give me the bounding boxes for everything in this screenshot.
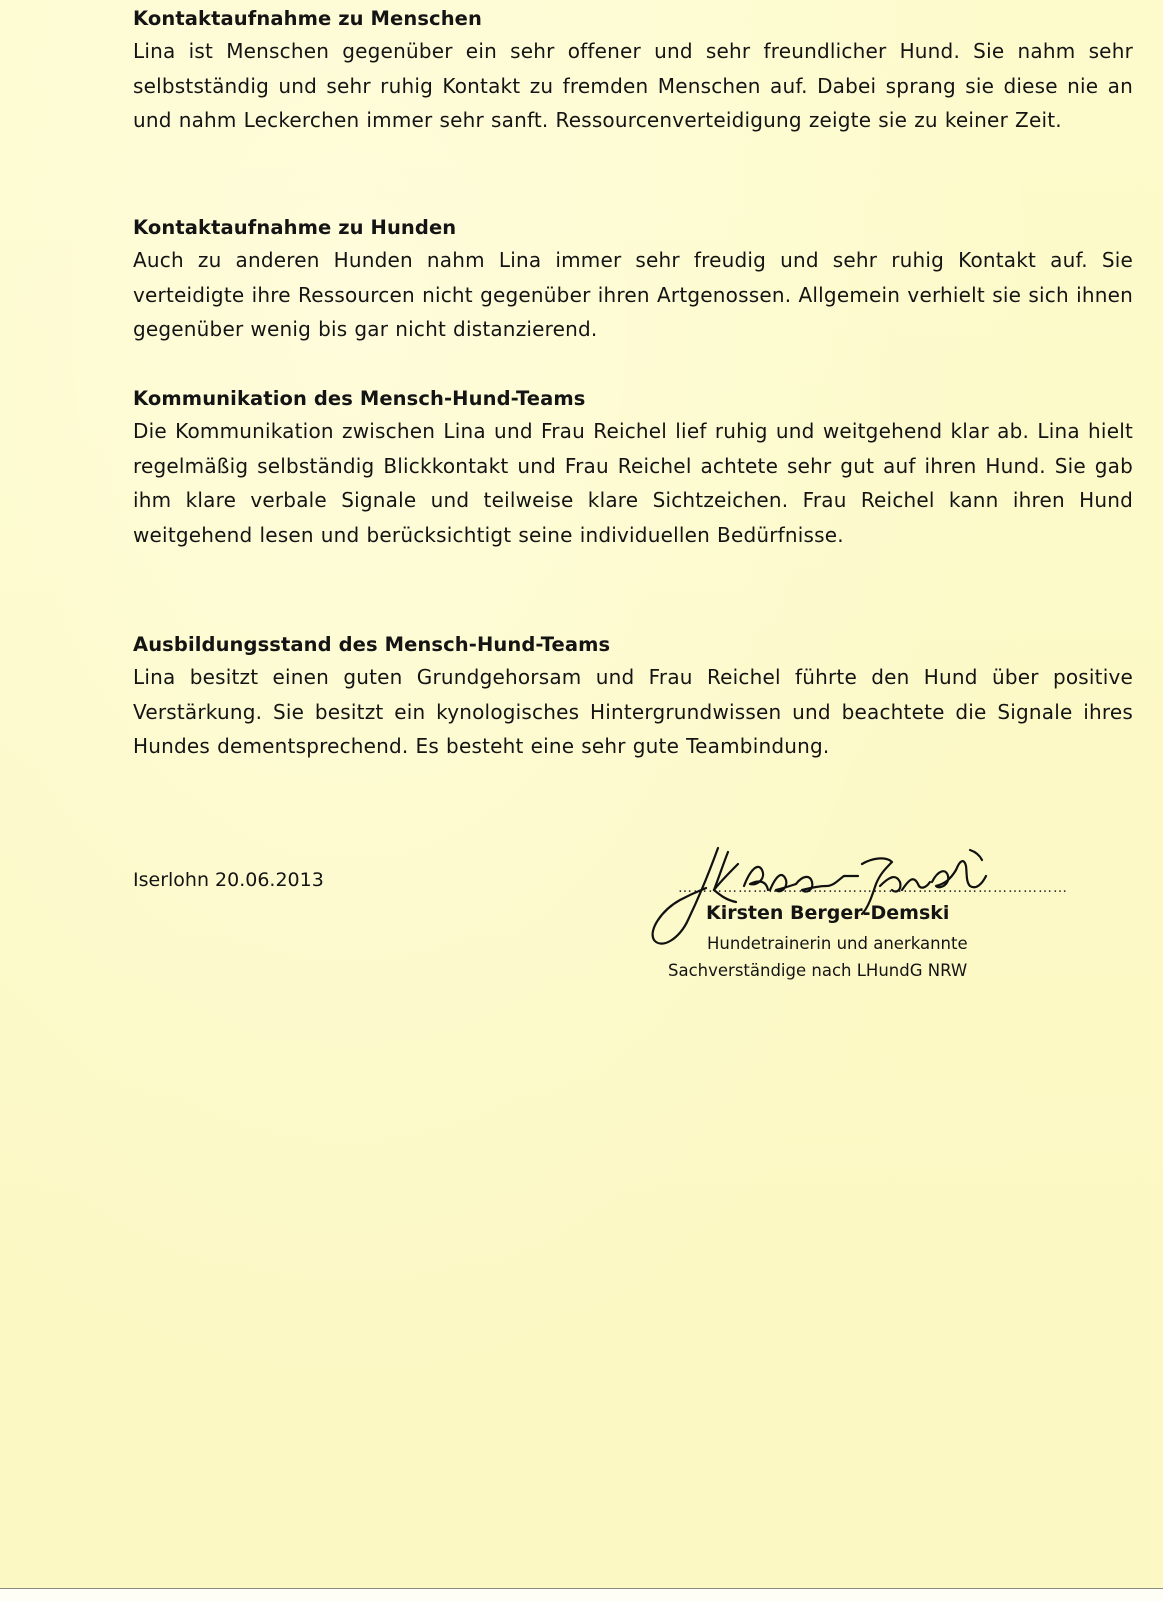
section-contact-dogs — [133, 213, 1133, 347]
section-body: Lina besitzt einen guten Grundgehorsam und Frau Reichel führte den Hund über positive Verstärkung. Sie besitzt ein kynologisches Hintergrundwissen und beachtete die Signale ihres Hundes dementsprechend. Es besteht eine sehr gute Teambindung. — [133, 665, 1133, 758]
section-heading: Kommunikation des Mensch-Hund-Teams — [133, 387, 586, 410]
signer-name: Kirsten Berger-Demski — [706, 902, 950, 924]
signer-accreditation: Sachverständige nach LHundG NRW — [668, 961, 968, 980]
section-training-level — [133, 630, 1133, 764]
section-body: Auch zu anderen Hunden nahm Lina immer sehr freudig und sehr ruhig Kontakt auf. Sie verteidigte ihre Ressourcen nicht gegenüber ihren Artgenossen. Allgemein verhielt sie sich ihnen gegenüber wenig bis gar nicht distanzierend. — [133, 248, 1133, 341]
section-heading: Kontaktaufnahme zu Menschen — [133, 7, 482, 30]
signer-role: Hundetrainerin und anerkannte — [707, 934, 968, 953]
page-bottom-edge — [0, 1588, 1163, 1601]
section-heading: Kontaktaufnahme zu Hunden — [133, 216, 457, 239]
signature-block — [640, 840, 1068, 1000]
section-communication — [133, 384, 1133, 552]
place-date: Iserlohn 20.06.2013 — [133, 869, 324, 891]
section-body: Lina ist Menschen gegenüber ein sehr offener und sehr freundlicher Hund. Sie nahm sehr selbstständig und sehr ruhig Kontakt zu fremden Menschen auf. Dabei sprang sie diese nie an und nahm Leckerchen immer sehr sanft. Ressourcenverteidigung zeigte sie zu keiner Zeit. — [133, 39, 1133, 132]
section-heading: Ausbildungsstand des Mensch-Hund-Teams — [133, 633, 611, 656]
section-contact-humans — [133, 4, 1133, 138]
section-body: Die Kommunikation zwischen Lina und Frau Reichel lief ruhig und weitgehend klar ab. Lina hielt regelmäßig selbständig Blickkontakt und Frau Reichel achtete sehr gut auf ihren Hund. Sie gab ihm klare verbale Signale und teilweise klare Sichtzeichen. Frau Reichel kann ihren Hund weitgehend lesen und berücksichtigt seine individuellen Bedürfnisse. — [133, 419, 1133, 547]
signature-line: …………………………………………………………………… — [678, 880, 1068, 896]
